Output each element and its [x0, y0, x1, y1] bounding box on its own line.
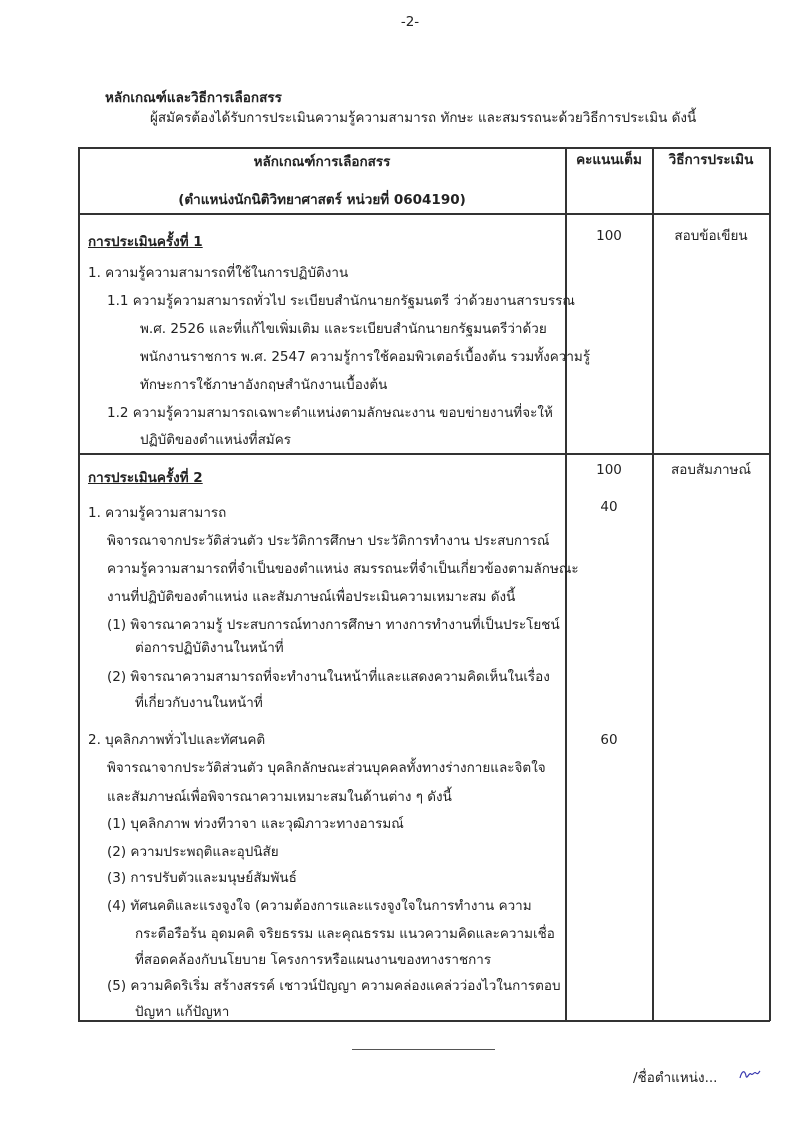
page-number: -2-: [400, 14, 420, 30]
continuation-note: /ชื่อตำแหน่ง...: [633, 1070, 718, 1086]
section1-score: 100: [596, 228, 622, 244]
criteria-line: พนักงานราชการ พ.ศ. 2547 ความรู้การใช้คอมพิวเตอร์เบื้องต้น รวมทั้งความรู้: [140, 349, 591, 365]
criteria-line: พิจารณาจากประวัติส่วนตัว ประวัติการศึกษา ประวัติการทำงาน ประสบการณ์: [107, 533, 550, 549]
section1-method: สอบข้อเขียน: [674, 228, 748, 244]
criteria-line: (3) การปรับตัวและมนุษย์สัมพันธ์: [107, 870, 297, 886]
item1-score: 40: [600, 499, 618, 515]
section2-title: การประเมินครั้งที่ 2: [88, 470, 203, 486]
criteria-line: ความรู้ความสามารถที่จำเป็นของตำแหน่ง สมรรถนะที่จำเป็นเกี่ยวข้องตามลักษณะ: [107, 561, 579, 577]
criteria-line: กระตือรือร้น อุดมคติ จริยธรรม และคุณธรรม แนวความคิดและความเชื่อ: [135, 926, 555, 942]
criteria-line: 1. ความรู้ความสามารถ: [88, 505, 227, 521]
footer-divider: [352, 1049, 495, 1050]
header-criteria-line2: (ตำแหน่งนักนิติวิทยาศาสตร์ หน่วยที่ 0604190): [178, 192, 466, 208]
criteria-line: (4) ทัศนคติและแรงจูงใจ (ความต้องการและแรงจูงใจในการทำงาน ความ: [107, 898, 532, 914]
item2-score: 60: [600, 732, 618, 748]
intro-text: ผู้สมัครต้องได้รับการประเมินความรู้ความสามารถ ทักษะ และสมรรถนะด้วยวิธีการประเมิน ดังนี้: [150, 110, 697, 126]
criteria-line: 1.2 ความรู้ความสามารถเฉพาะตำแหน่งตามลักษณะงาน ขอบข่ายงานที่จะให้: [107, 405, 553, 421]
criteria-line: 1.1 ความรู้ความสามารถทั่วไป ระเบียบสำนักนายกรัฐมนตรี ว่าด้วยงานสารบรรณ: [107, 293, 575, 309]
criteria-line: ปัญหา แก้ปัญหา: [135, 1004, 230, 1020]
criteria-line: (5) ความคิดริเริ่ม สร้างสรรค์ เชาวน์ปัญญา ความคล่องแคล่วว่องไวในการตอบ: [107, 978, 561, 994]
section2-method: สอบสัมภาษณ์: [671, 462, 751, 478]
criteria-line: พิจารณาจากประวัติส่วนตัว บุคลิกลักษณะส่วนบุคคลทั้งทางร่างกายและจิตใจ: [107, 760, 546, 776]
section-heading: หลักเกณฑ์และวิธีการเลือกสรร: [105, 90, 282, 106]
criteria-line: ปฏิบัติของตำแหน่งที่สมัคร: [140, 432, 291, 448]
criteria-line: งานที่ปฏิบัติของตำแหน่ง และสัมภาษณ์เพื่อประเมินความเหมาะสม ดังนี้: [107, 589, 516, 605]
criteria-line: (2) พิจารณาความสามารถที่จะทำงานในหน้าที่และแสดงความคิดเห็นในเรื่อง: [107, 669, 550, 685]
criteria-line: ทักษะการใช้ภาษาอังกฤษสำนักงานเบื้องต้น: [140, 377, 388, 393]
criteria-line: (1) บุคลิกภาพ ท่วงทีวาจา และวุฒิภาวะทางอารมณ์: [107, 816, 404, 832]
criteria-line: 1. ความรู้ความสามารถที่ใช้ในการปฏิบัติงาน: [88, 265, 349, 281]
criteria-line: ต่อการปฏิบัติงานในหน้าที่: [135, 640, 284, 656]
criteria-line: (2) ความประพฤติและอุปนิสัย: [107, 844, 279, 860]
criteria-line: ที่เกี่ยวกับงานในหน้าที่: [135, 695, 263, 711]
criteria-line: พ.ศ. 2526 และที่แก้ไขเพิ่มเติม และระเบียบสำนักนายกรัฐมนตรีว่าด้วย: [140, 321, 547, 337]
section1-title: การประเมินครั้งที่ 1: [88, 234, 203, 250]
criteria-line: และสัมภาษณ์เพื่อพิจารณาความเหมาะสมในด้านต่าง ๆ ดังนี้: [107, 789, 452, 805]
header-score: คะแนนเต็ม: [576, 152, 642, 168]
signature-initials: [738, 1066, 762, 1086]
criteria-line: (1) พิจารณาความรู้ ประสบการณ์ทางการศึกษา ทางการทำงานที่เป็นประโยชน์: [107, 617, 560, 633]
header-criteria-line1: หลักเกณฑ์การเลือกสรร: [253, 154, 391, 170]
criteria-line: ที่สอดคล้องกับนโยบาย โครงการหรือแผนงานของทางราชการ: [135, 952, 492, 968]
header-method: วิธีการประเมิน: [668, 152, 754, 168]
section2-score: 100: [596, 462, 622, 478]
criteria-line: 2. บุคลิกภาพทั่วไปและทัศนคติ: [88, 732, 266, 748]
